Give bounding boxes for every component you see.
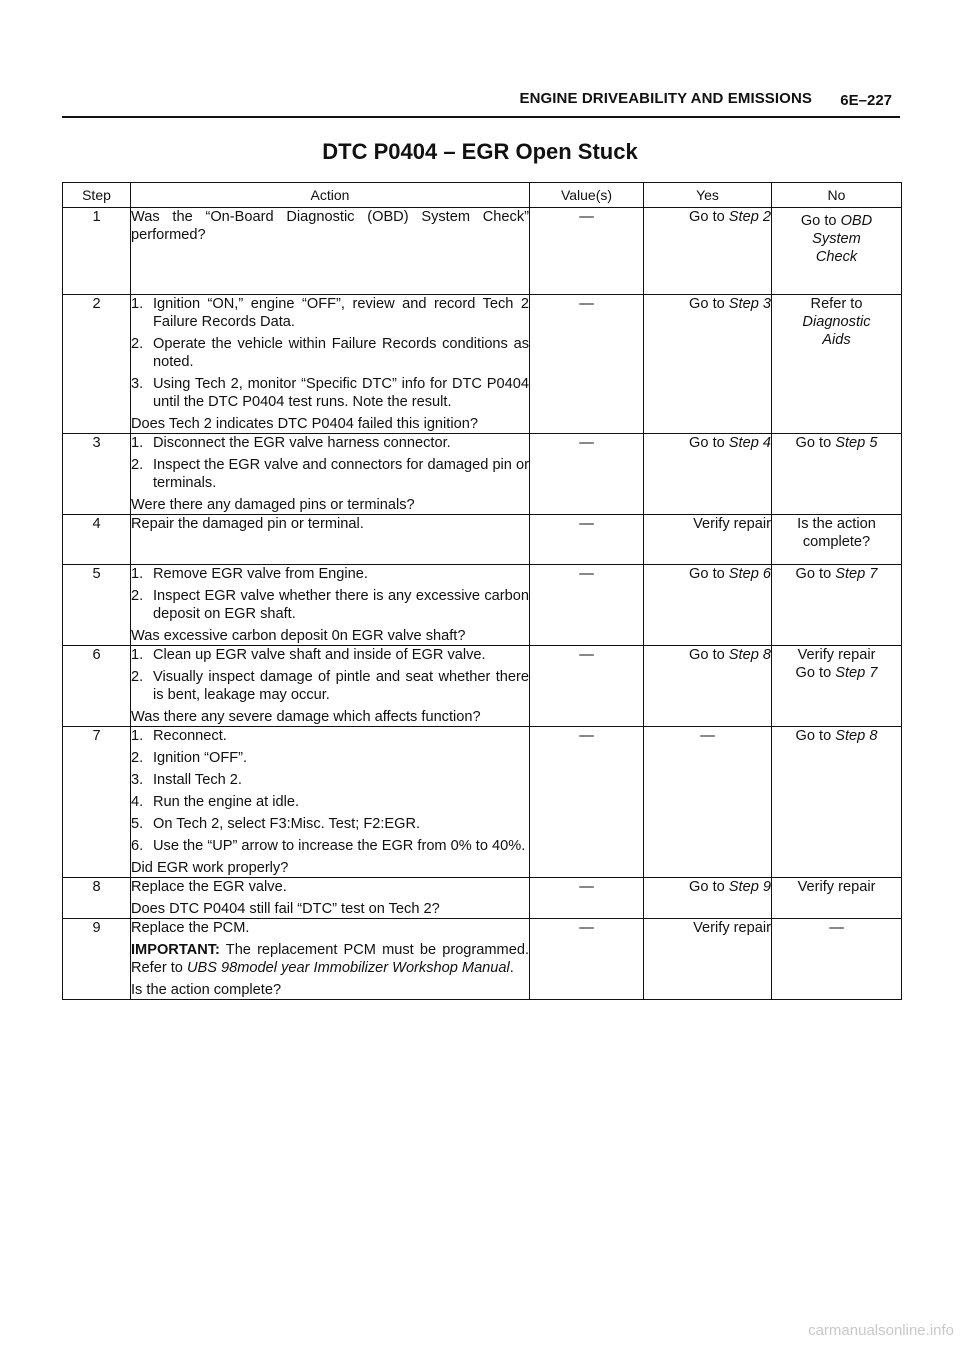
yes-cell (644, 208, 772, 295)
table-row (63, 434, 902, 515)
action-cell (131, 878, 530, 919)
item-number: 2. (131, 750, 144, 766)
table-row (63, 727, 902, 878)
action-cell (131, 727, 530, 878)
item-number: 2. (131, 588, 144, 604)
table-row (63, 565, 902, 646)
action-cell (131, 434, 530, 515)
item-number: 2. (131, 336, 144, 352)
item-text: Run the engine at idle. (153, 794, 300, 810)
action-question: Is the action complete? (131, 982, 282, 998)
item-text: On Tech 2, select F3:Misc. Test; F2:EGR. (153, 816, 421, 832)
yes-text: Go to (689, 435, 729, 451)
value-cell: — (530, 295, 644, 434)
step-number: 8 (63, 878, 131, 919)
item-text: Ignition “OFF”. (153, 750, 248, 766)
no-text: Go to (795, 435, 836, 451)
yes-step-ref: Step 2 (728, 209, 771, 225)
step-number: 4 (63, 515, 131, 565)
yes-text: Go to (689, 566, 729, 582)
yes-text: Go to (689, 879, 729, 895)
no-cell (772, 295, 902, 434)
action-item (131, 375, 529, 411)
table-row (63, 646, 902, 727)
value-cell: — (530, 208, 644, 295)
action-item (131, 335, 529, 371)
item-text: Reconnect. (153, 728, 227, 744)
no-text: Go to (795, 728, 836, 744)
item-text: Inspect the EGR valve and connectors for damaged pin or terminals. (153, 457, 529, 491)
yes-cell (644, 646, 772, 727)
item-number: 2. (131, 669, 144, 685)
action-item (131, 749, 529, 767)
action-item (131, 295, 529, 331)
no-text: Verify repair (797, 647, 876, 663)
item-number: 1. (131, 647, 144, 663)
item-text: Clean up EGR valve shaft and inside of EGR valve. (153, 647, 486, 663)
action-cell (131, 565, 530, 646)
action-question: Was the “On-Board Diagnostic (OBD) System Check” performed? (131, 209, 529, 243)
item-number: 1. (131, 566, 144, 582)
action-question: Was excessive carbon deposit 0n EGR valve shaft? (131, 628, 466, 644)
no-cell: Verify repair (772, 878, 902, 919)
step-number: 5 (63, 565, 131, 646)
table-row (63, 295, 902, 434)
action-item (131, 587, 529, 623)
yes-cell (644, 295, 772, 434)
action-item (131, 565, 529, 583)
action-cell (131, 515, 530, 565)
col-header-no: No (772, 183, 902, 208)
yes-cell (644, 434, 772, 515)
yes-step-ref: Step 3 (728, 296, 771, 312)
diagnostic-table (62, 182, 902, 1000)
item-number: 6. (131, 838, 144, 854)
yes-text: Go to (689, 209, 729, 225)
no-ref: Step 7 (835, 665, 878, 681)
action-question: Does DTC P0404 still fail “DTC” test on Tech 2? (131, 901, 440, 917)
item-text: Operate the vehicle within Failure Records conditions as noted. (153, 336, 529, 370)
item-text: Use the “UP” arrow to increase the EGR from 0% to 40%. (153, 838, 526, 854)
col-header-values: Value(s) (530, 183, 644, 208)
yes-text: Go to (689, 647, 729, 663)
action-question: Does Tech 2 indicates DTC P0404 failed this ignition? (131, 416, 478, 432)
no-ref: Step 5 (835, 435, 878, 451)
section-title: ENGINE DRIVEABILITY AND EMISSIONS (519, 90, 812, 107)
no-text: Refer to (810, 296, 863, 312)
action-cell (131, 295, 530, 434)
item-number: 3. (131, 376, 144, 392)
item-number: 1. (131, 728, 144, 744)
manual-reference: UBS 98model year Immobilizer Workshop Manual (186, 960, 510, 976)
item-number: 5. (131, 816, 144, 832)
no-cell: Is the action complete? (772, 515, 902, 565)
no-text: Go to (795, 566, 836, 582)
no-text: Go to (800, 213, 841, 229)
no-ref: Diagnostic Aids (802, 314, 871, 348)
item-text: Remove EGR valve from Engine. (153, 566, 368, 582)
action-item (131, 815, 529, 833)
item-text: Disconnect the EGR valve harness connector. (153, 435, 451, 451)
no-cell (772, 565, 902, 646)
yes-text: Go to (689, 296, 729, 312)
watermark-footer: carmanualsonline.info (808, 1322, 954, 1339)
action-item (131, 434, 529, 452)
important-text: The replacement PCM must be programmed. Refer to (131, 942, 529, 976)
no-cell (772, 434, 902, 515)
value-cell: — (530, 919, 644, 1000)
item-text: Using Tech 2, monitor “Specific DTC” info for DTC P0404 until the DTC P0404 test runs. Note the result. (153, 376, 529, 410)
value-cell: — (530, 565, 644, 646)
no-ref: Step 8 (835, 728, 878, 744)
value-cell: — (530, 434, 644, 515)
no-cell (772, 727, 902, 878)
page-title: DTC P0404 – EGR Open Stuck (322, 139, 638, 164)
step-number: 3 (63, 434, 131, 515)
yes-step-ref: Step 8 (728, 647, 771, 663)
yes-cell (644, 878, 772, 919)
important-label: IMPORTANT: (131, 942, 220, 958)
step-number: 7 (63, 727, 131, 878)
item-text: Visually inspect damage of pintle and seat whether there is bent, leakage may occur. (153, 669, 529, 703)
table-row (63, 919, 902, 1000)
action-item (131, 771, 529, 789)
col-header-yes: Yes (644, 183, 772, 208)
value-cell: — (530, 878, 644, 919)
page-number: 6E–227 (840, 92, 892, 109)
value-cell: — (530, 646, 644, 727)
action-question: Were there any damaged pins or terminals? (131, 497, 415, 513)
col-header-action: Action (131, 183, 530, 208)
step-number: 6 (63, 646, 131, 727)
no-cell (772, 646, 902, 727)
page-header (62, 88, 900, 118)
action-cell (131, 919, 530, 1000)
action-item (131, 456, 529, 492)
table-row (63, 878, 902, 919)
table-header-row (63, 183, 902, 208)
step-number: 2 (63, 295, 131, 434)
no-ref: OBD System Check (812, 213, 873, 265)
yes-cell: Verify repair (644, 515, 772, 565)
action-cell (131, 646, 530, 727)
no-cell: — (772, 919, 902, 1000)
action-line: Replace the PCM. (131, 920, 250, 936)
action-question: Was there any severe damage which affects function? (131, 709, 481, 725)
yes-cell (644, 565, 772, 646)
no-cell (772, 208, 902, 295)
step-number: 1 (63, 208, 131, 295)
item-number: 3. (131, 772, 144, 788)
item-number: 4. (131, 794, 144, 810)
yes-cell: — (644, 727, 772, 878)
important-note (131, 941, 529, 977)
value-cell: — (530, 727, 644, 878)
yes-step-ref: Step 6 (728, 566, 771, 582)
action-item (131, 646, 529, 664)
yes-step-ref: Step 4 (728, 435, 771, 451)
table-row (63, 208, 902, 295)
yes-step-ref: Step 9 (728, 879, 771, 895)
table-row (63, 515, 902, 565)
no-ref: Step 7 (835, 566, 878, 582)
no-text: Go to (795, 665, 836, 681)
item-number: 1. (131, 296, 144, 312)
col-header-step: Step (63, 183, 131, 208)
action-item (131, 668, 529, 704)
action-item (131, 793, 529, 811)
action-item (131, 727, 529, 745)
action-question: Did EGR work properly? (131, 860, 289, 876)
item-text: Inspect EGR valve whether there is any excessive carbon deposit on EGR shaft. (153, 588, 529, 622)
important-end: . (509, 960, 514, 976)
item-text: Install Tech 2. (153, 772, 242, 788)
item-text: Ignition “ON,” engine “OFF”, review and record Tech 2 Failure Records Data. (153, 296, 529, 330)
item-number: 2. (131, 457, 144, 473)
yes-cell: Verify repair (644, 919, 772, 1000)
action-cell (131, 208, 530, 295)
action-item (131, 837, 529, 855)
item-number: 1. (131, 435, 144, 451)
value-cell: — (530, 515, 644, 565)
action-line: Replace the EGR valve. (131, 879, 287, 895)
action-question: Repair the damaged pin or terminal. (131, 516, 364, 532)
step-number: 9 (63, 919, 131, 1000)
